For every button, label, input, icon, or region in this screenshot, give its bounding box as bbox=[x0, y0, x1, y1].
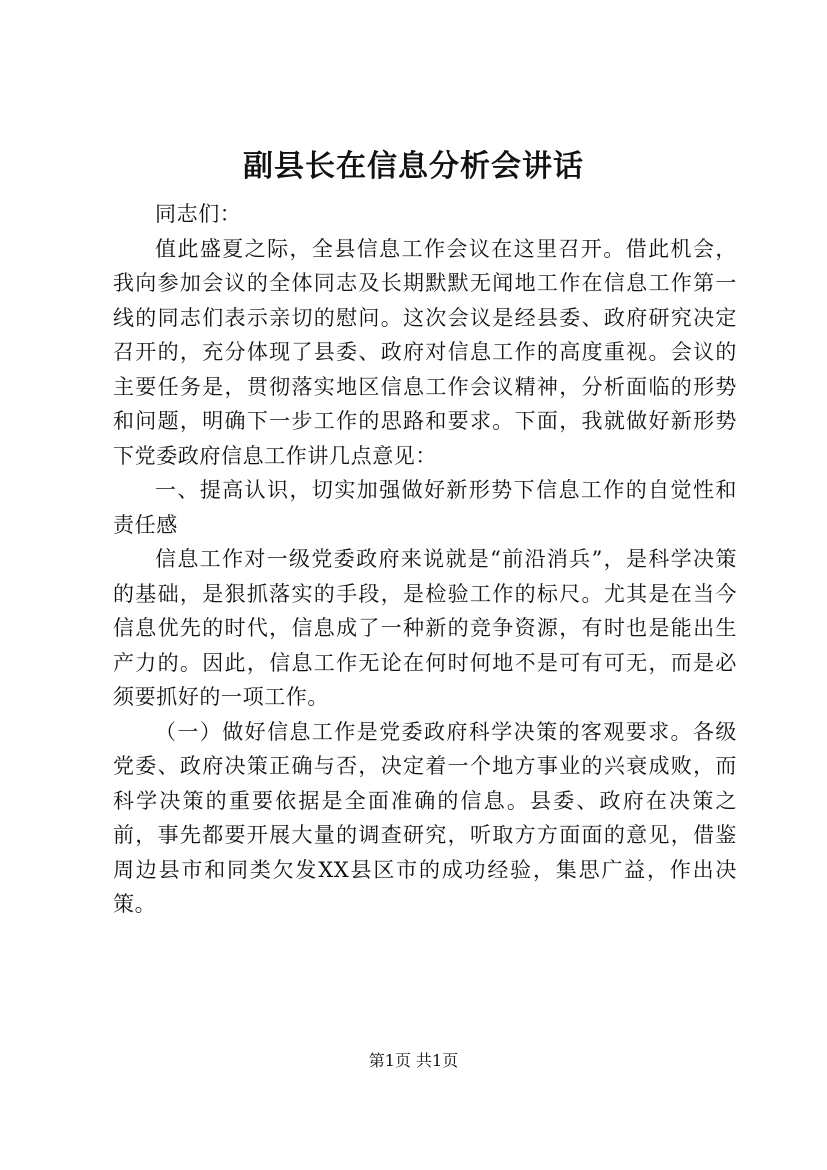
page-footer: 第1页 共1页 bbox=[368, 1051, 459, 1070]
section-heading-1: 一、提高认识，切实加强做好新形势下信息工作的自觉性和责任感 bbox=[113, 478, 737, 537]
paragraph-subsection-1: （一）做好信息工作是党委政府科学决策的客观要求。各级党委、政府决策正确与否，决定着一个地方事业的兴衰成败，而科学决策的重要依据是全面准确的信息。县委、政府在决策之前，事先都要开展大量的调查研究，听取方方面面的意见，借鉴周边县市和同类欠发XX县区市的成功经验，集思广益，作出决策。 bbox=[113, 719, 737, 916]
paragraph-salutation: 同志们： bbox=[155, 202, 242, 226]
document-title: 副县长在信息分析会讲话 bbox=[243, 149, 584, 184]
paragraph-opening: 值此盛夏之际，全县信息工作会议在这里召开。借此机会，我向参加会议的全体同志及长期默默无闻地工作在信息工作第一线的同志们表示亲切的慰问。这次会议是经县委、政府研究决定召开的，充分体现了县委、政府对信息工作的高度重视。会议的主要任务是，贯彻落实地区信息工作会议精神，分析面临的形势和问题，明确下一步工作的思路和要求。下面，我就做好新形势下党委政府信息工作讲几点意见： bbox=[113, 236, 737, 468]
paragraph-section-1-intro: 信息工作对一级党委政府来说就是“前沿消兵”，是科学决策的基础，是狠抓落实的手段，是检验工作的标尺。尤其是在当今信息优先的时代，信息成了一种新的竞争资源，有时也是能出生产力的。因此，信息工作无论在何时何地不是可有可无，而是必须要抓好的一项工作。 bbox=[113, 547, 737, 709]
document-body bbox=[113, 197, 737, 922]
